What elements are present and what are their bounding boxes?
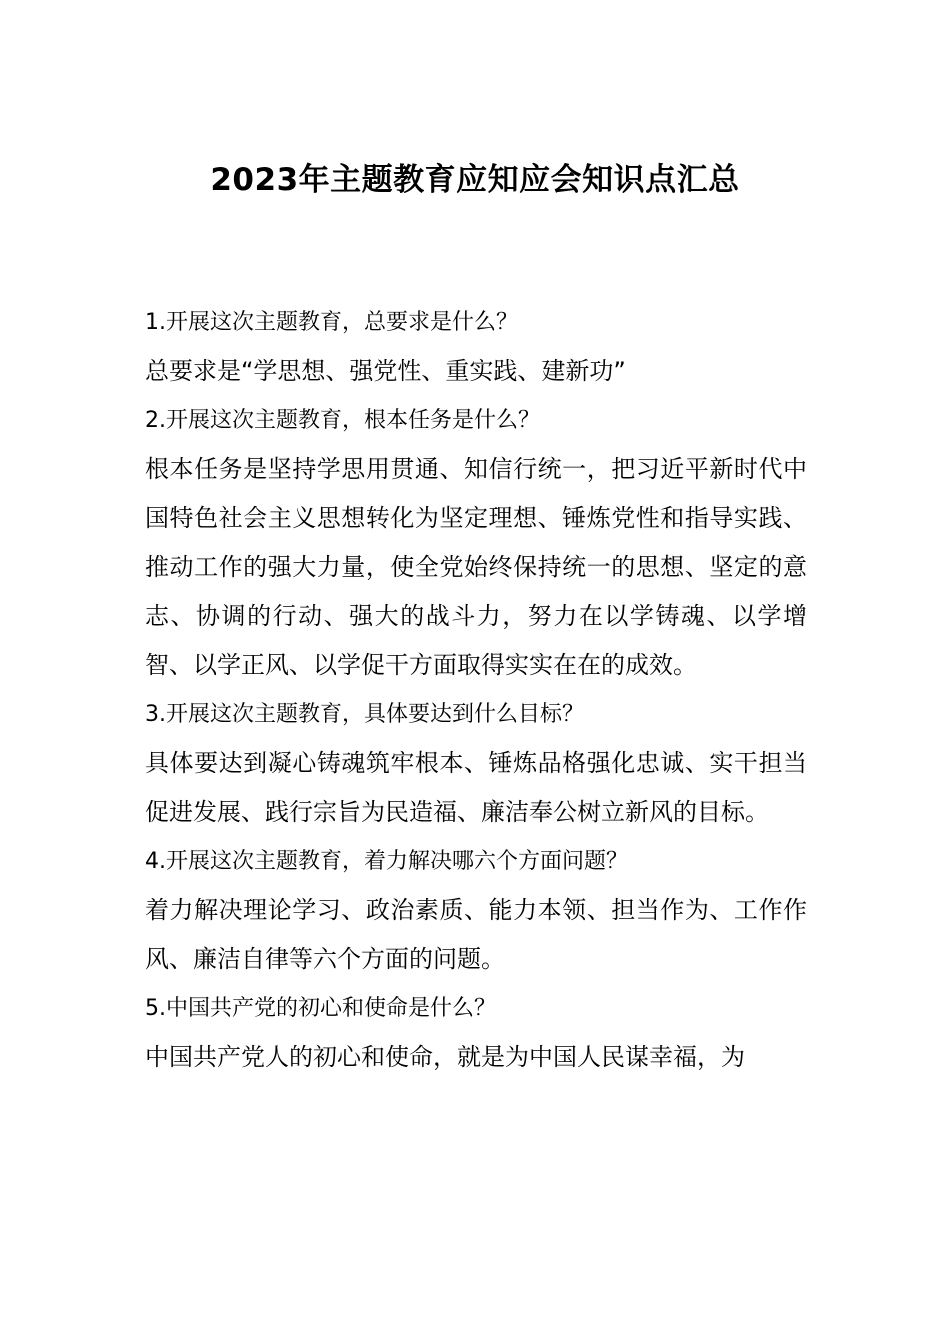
document-title: 2023年主题教育应知应会知识点汇总 — [210, 162, 740, 198]
answer-2: 根本任务是坚持学思用贯通、知信行统一，把习近平新时代中国特色社会主义思想转化为坚定理想、锤炼党性和指导实践、推动工作的强大力量，使全党始终保持统一的思想、坚定的意志、协调的行动、强大的战斗力，努力在以学铸魂、以学增智、以学正风、以学促干方面取得实实在在的成效。 — [145, 455, 807, 679]
question-1: 1.开展这次主题教育，总要求是什么？ — [145, 310, 518, 335]
document-body — [145, 298, 807, 1082]
question-5: 5.中国共产党的初心和使命是什么？ — [145, 996, 496, 1021]
question-4: 4.开展这次主题教育，着力解决哪六个方面问题？ — [145, 849, 628, 874]
answer-3: 具体要达到凝心铸魂筑牢根本、锤炼品格强化忠诚、实干担当促进发展、践行宗旨为民造福、廉洁奉公树立新风的目标。 — [145, 749, 807, 826]
question-3: 3.开展这次主题教育，具体要达到什么目标？ — [145, 702, 584, 727]
answer-1: 总要求是“学思想、强党性、重实践、建新功” — [145, 357, 626, 385]
question-2: 2.开展这次主题教育，根本任务是什么？ — [145, 408, 540, 433]
answer-4: 着力解决理论学习、政治素质、能力本领、担当作为、工作作风、廉洁自律等六个方面的问题。 — [145, 896, 807, 973]
answer-5: 中国共产党人的初心和使命，就是为中国人民谋幸福，为 — [145, 1043, 745, 1071]
